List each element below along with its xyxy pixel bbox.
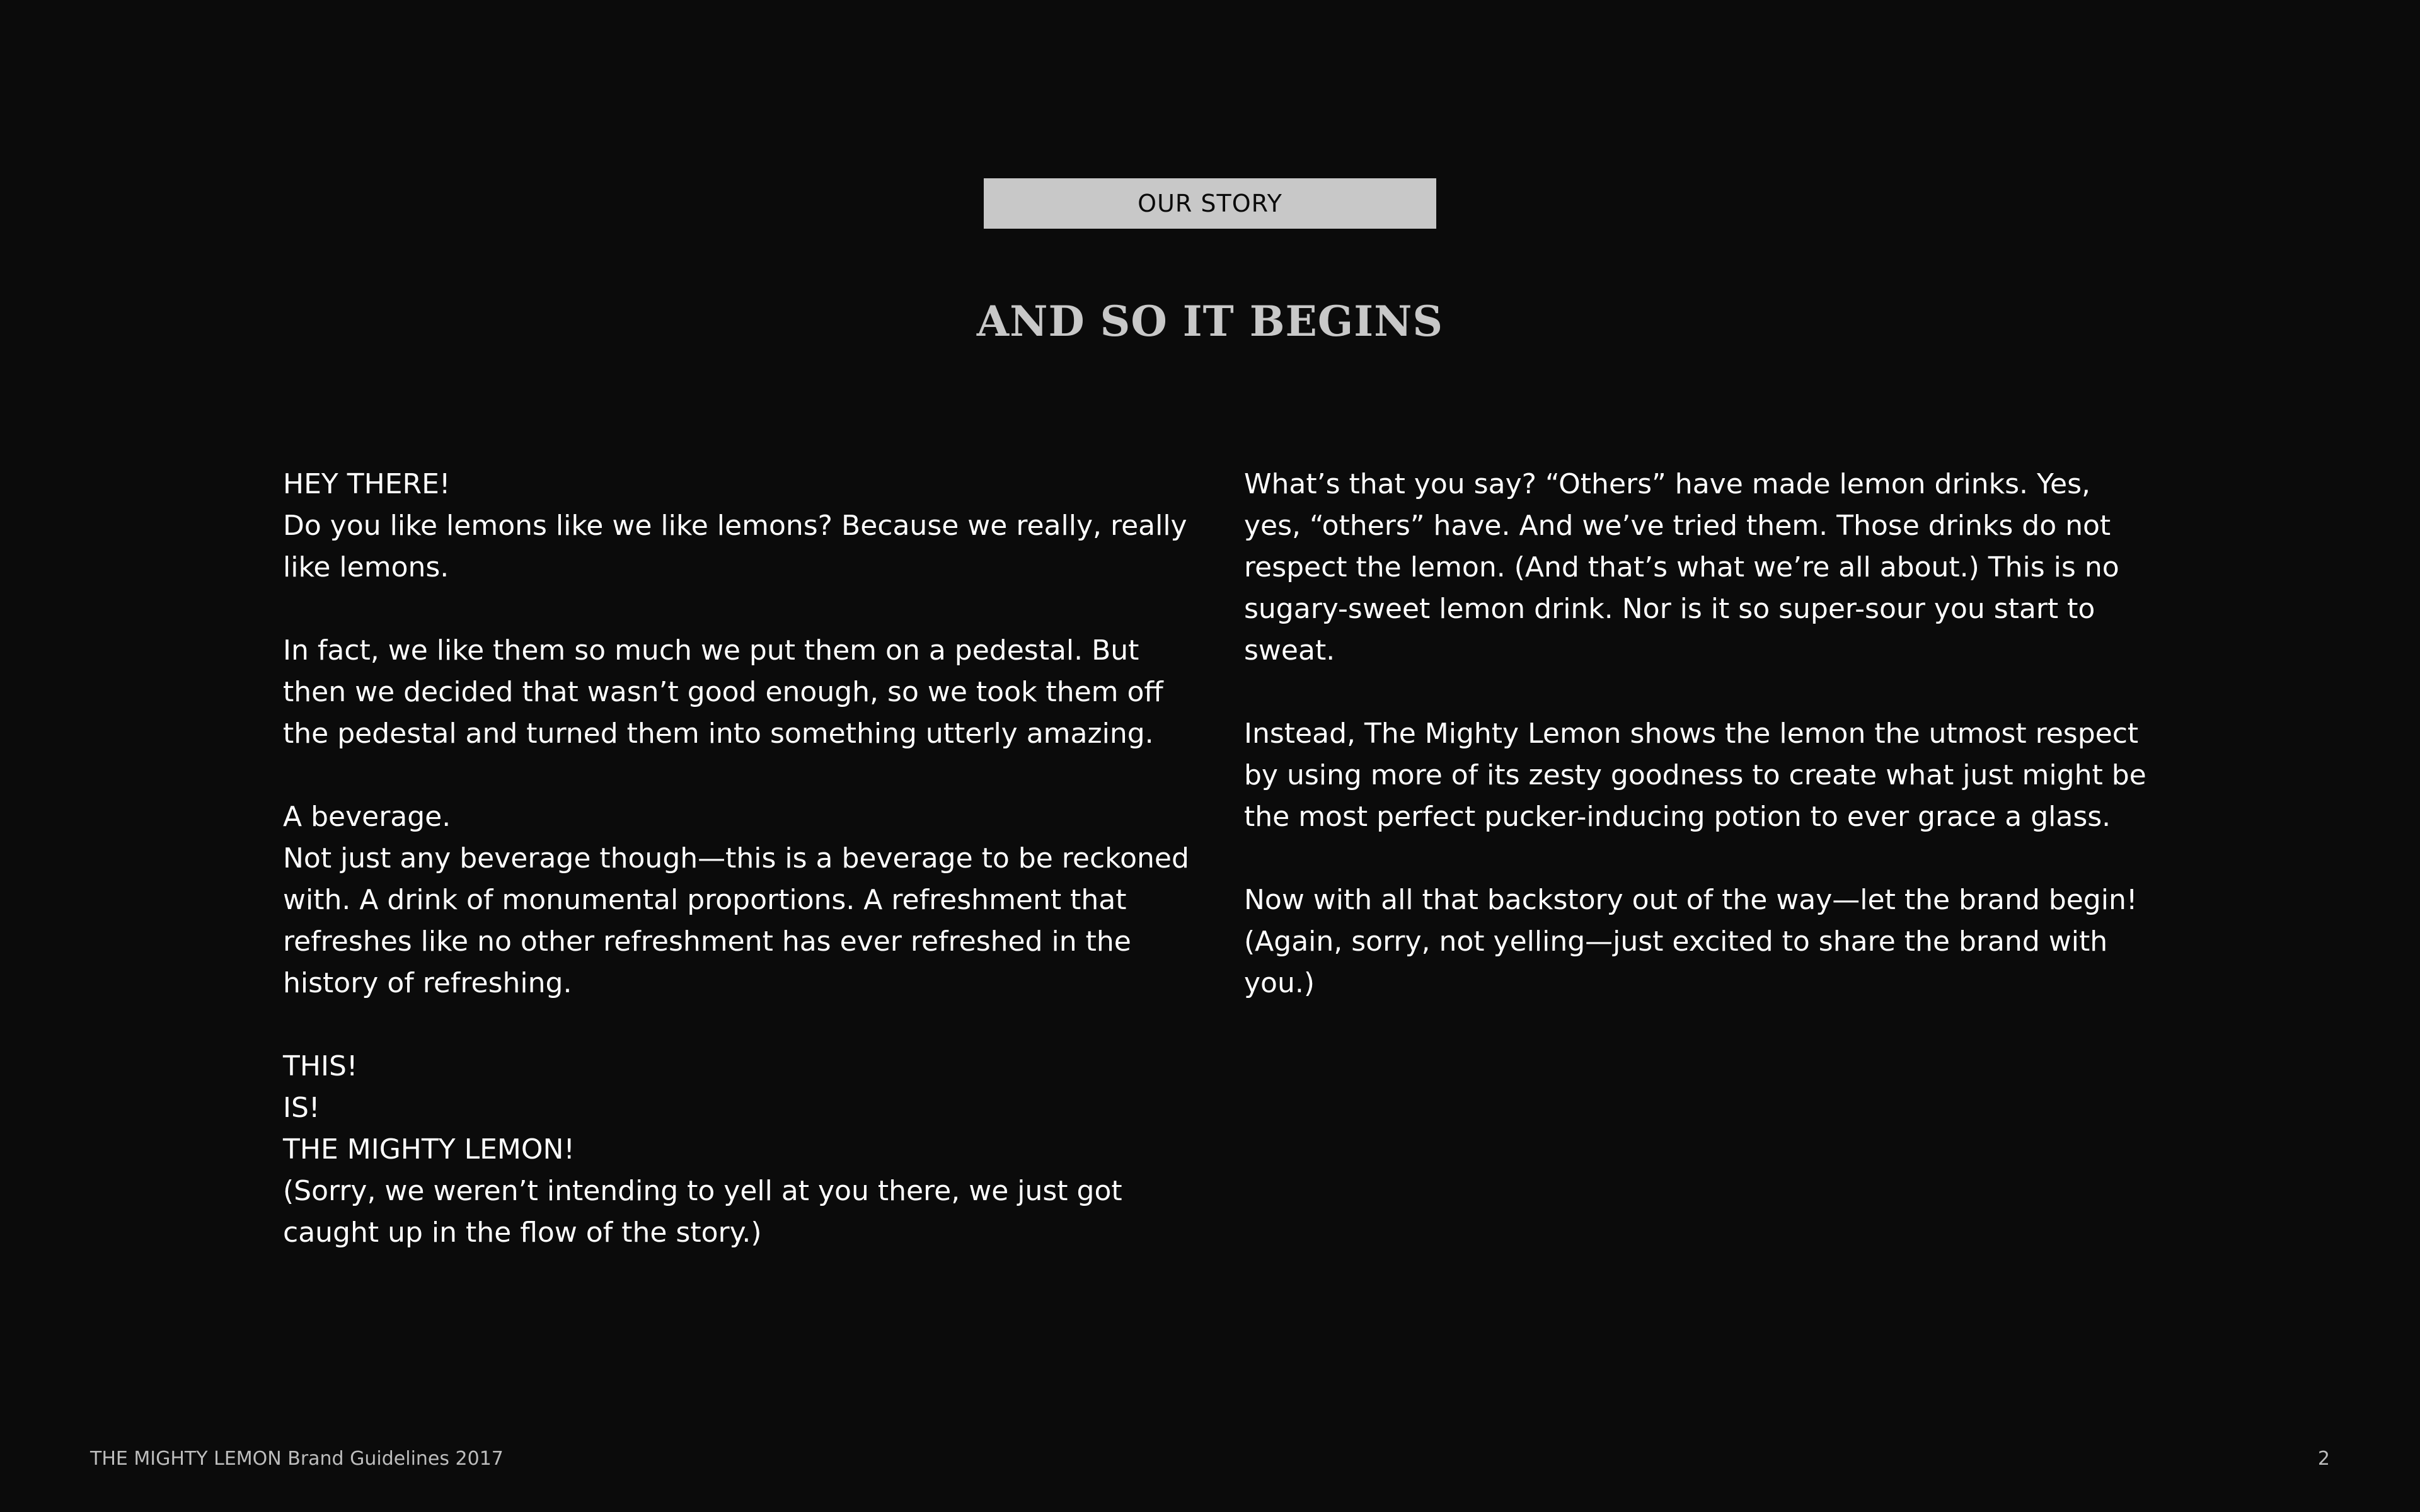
exclamation-line-3: THE MIGHTY LEMON! [283,1133,575,1166]
exclamation-line-2: IS! [283,1092,320,1124]
paragraph-pedestal: In fact, we like them so much we put them on a pedestal. But then we decided that wasn’t good enough, so we took them off the pedestal and turned them into something utterly amazing. [283,634,1163,750]
section-label [984,178,1436,229]
paragraph-brand-begin [1244,879,2152,1004]
paragraph-respect: Instead, The Mighty Lemon shows the lemon the utmost respect by using more of its zesty goodness to create what just might be the most perfect pucker-inducing potion to ever grace a glass. [1244,718,2146,833]
paragraph-greeting [283,464,1190,588]
paragraph-beverage [283,796,1190,1004]
page-title: AND SO IT BEGINS [976,297,1444,346]
beverage-text: Not just any beverage though—this is a beverage to be reckoned with. A drink of monumental proportions. A refreshment that refreshes like no other refreshment has ever refreshed in the history of refreshing. [283,842,1189,999]
section-label-text: OUR STORY [1138,190,1282,217]
right-text-column [1244,464,2152,1046]
paragraph-others: What’s that you say? “Others” have made lemon drinks. Yes, yes, “others” have. And we’ve tried them. Those drinks do not respect the lemon. (And that’s what we’re all about.) This is no sugary-sweet lemon drink. Nor is it so super-sour you start to sweat. [1244,468,2119,667]
greeting-text: Do you like lemons like we like lemons? Because we really, really like lemons. [283,510,1187,583]
beverage-heading: A beverage. [283,801,451,833]
footer-page-number: 2 [2317,1448,2330,1470]
paragraph-exclamation [283,1046,1190,1254]
greeting-heading: HEY THERE! [283,468,451,500]
brand-begin-apology: (Again, sorry, not yelling—just excited to share the brand with you.) [1244,925,2108,999]
exclamation-apology: (Sorry, we weren’t intending to yell at you there, we just got caught up in the flow of the story.) [283,1175,1122,1249]
footer-document-name: THE MIGHTY LEMON Brand Guidelines 2017 [90,1448,504,1470]
exclamation-line-1: THIS! [283,1050,358,1082]
brand-begin-text: Now with all that backstory out of the way—let the brand begin! [1244,884,2138,916]
left-text-column [283,464,1190,1295]
